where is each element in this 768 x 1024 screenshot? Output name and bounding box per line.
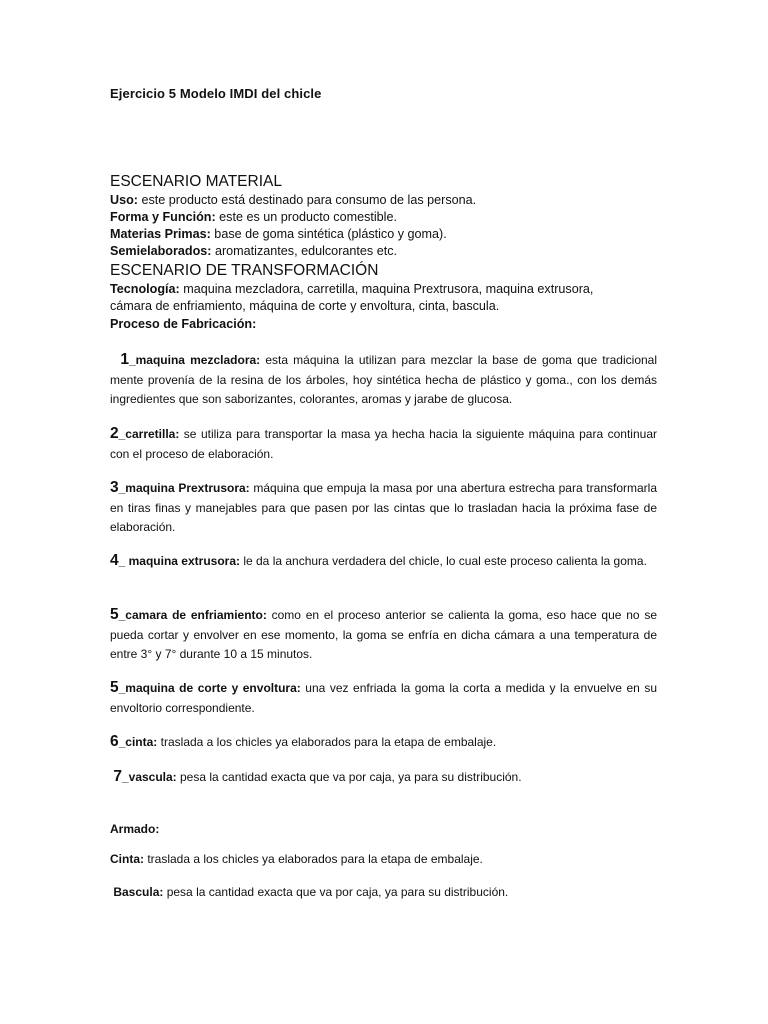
- armado-cinta: Cinta: traslada a los chicles ya elaborados para la etapa de embalaje.: [110, 852, 483, 866]
- material-heading: ESCENARIO MATERIAL: [110, 173, 282, 190]
- step-2: 2_carretilla: se utiliza para transportar la masa ya hecha hacia la siguiente máquina para continuar con el proceso de elaboración.: [110, 425, 657, 461]
- step-5a: 5_camara de enfriamiento: como en el proceso anterior se calienta la goma, eso hace que no se pueda cortar y envolver en ese momento, la goma se enfría en dicha cámara a una temperatura de entre 3° y 7° durante 10 a 15 minutos.: [110, 606, 657, 661]
- step-1: 1_maquina mezcladora: esta máquina la utilizan para mezclar la base de goma que tradicional mente provenía de la resina de los árboles, hoy sintética hecha de plástico y goma., con los demás ingredientes que son saborizantes, colorantes, aromas y jarabe de glucosa.: [110, 351, 658, 406]
- step-5b: 5_maquina de corte y envoltura: una vez enfriada la goma la corta a medida y la envuelve en su envoltorio correspondiente.: [110, 679, 657, 715]
- proceso-label: Proceso de Fabricación:: [110, 317, 257, 331]
- armado-heading: Armado:: [110, 822, 160, 836]
- step-7: 7_vascula: pesa la cantidad exacta que va por caja, ya para su distribución.: [113, 768, 522, 785]
- tecnologia-line-1: Tecnología: maquina mezcladora, carretilla, maquina Prextrusora, maquina extrusora,: [110, 282, 594, 296]
- document-title: Ejercicio 5 Modelo IMDI del chicle: [110, 86, 322, 101]
- material-semielaborados: Semielaborados: aromatizantes, edulcorantes etc.: [110, 244, 397, 258]
- transformacion-heading: ESCENARIO DE TRANSFORMACIÓN: [110, 262, 379, 279]
- material-forma-funcion: Forma y Función: este es un producto comestible.: [110, 210, 397, 224]
- material-materias-primas: Materias Primas: base de goma sintética (plástico y goma).: [110, 227, 447, 241]
- tecnologia-line-2: cámara de enfriamiento, máquina de corte y envoltura, cinta, bascula.: [110, 299, 500, 313]
- step-4: 4_ maquina extrusora: le da la anchura verdadera del chicle, lo cual este proceso calienta la goma.: [110, 552, 647, 569]
- material-uso: Uso: este producto está destinado para consumo de las persona.: [110, 193, 477, 207]
- step-6: 6_cinta: traslada a los chicles ya elaborados para la etapa de embalaje.: [110, 733, 497, 750]
- step-3: 3_maquina Prextrusora: máquina que empuja la masa por una abertura estrecha para transformarla en tiras finas y manejables para que pasen por las cintas que lo trasladan hacia la próxima fase de elaboración.: [110, 479, 657, 534]
- armado-bascula: Bascula: pesa la cantidad exacta que va por caja, ya para su distribución.: [113, 885, 509, 899]
